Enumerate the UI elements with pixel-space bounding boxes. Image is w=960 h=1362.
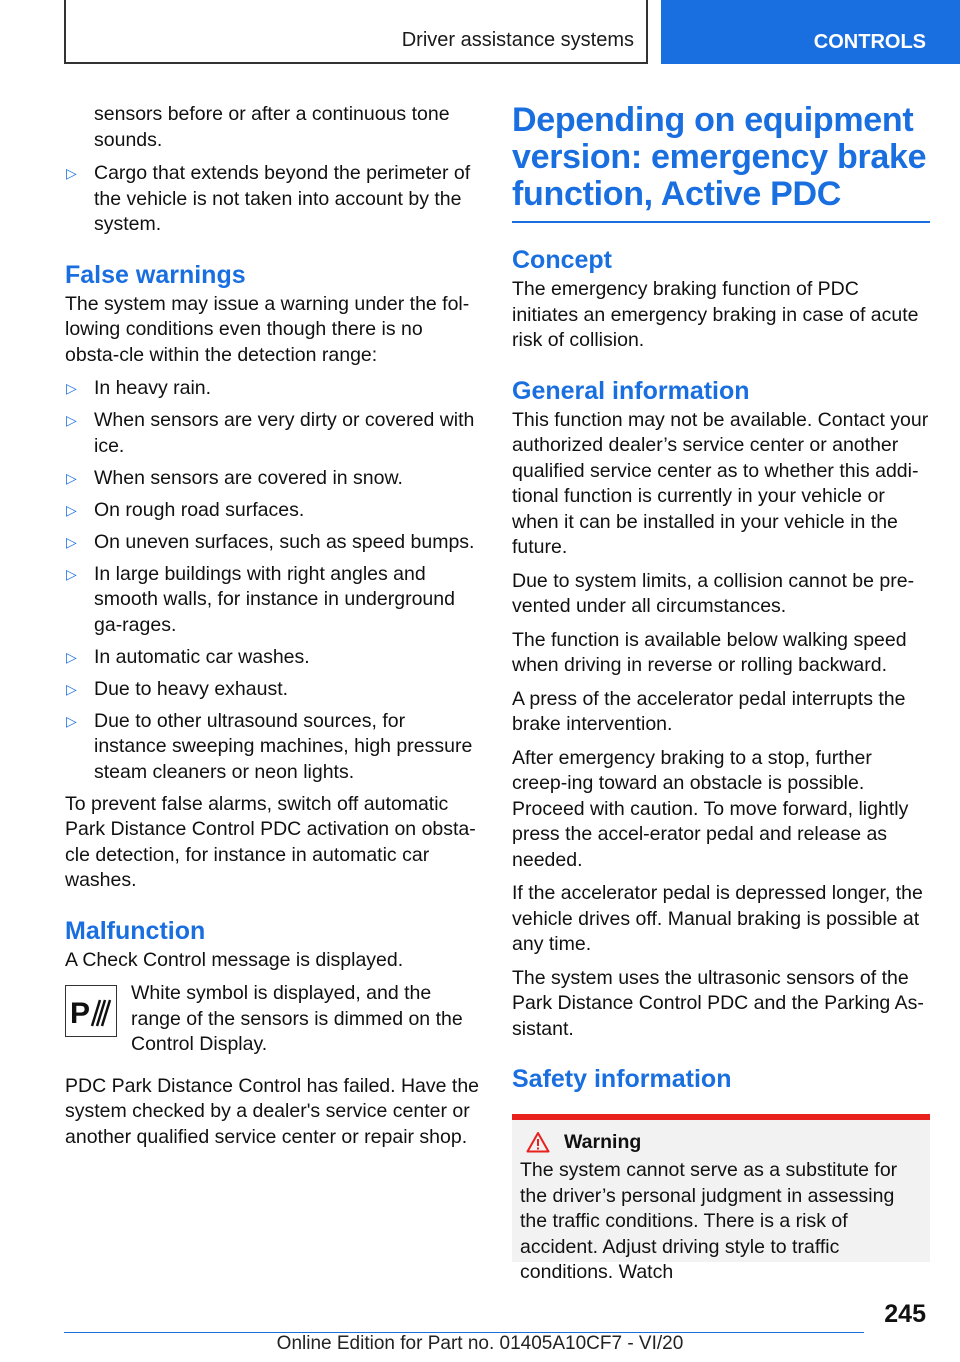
concept-text: The emergency braking function of PDC initiates an emergency braking in case of acute risk of collision. — [512, 278, 919, 351]
general-paragraph: A press of the accelerator pedal interrupts the brake intervention. — [512, 687, 906, 735]
svg-text:P: P — [70, 997, 91, 1030]
page-number: 245 — [884, 1300, 926, 1328]
bullet-triangle-icon: ▷ — [66, 380, 77, 396]
general-paragraph: This function may not be available. Contact your authorized dealer’s service center or another qualified service center as to whether this addi‐tional function is currently in your vehicle or when it can be installed in your vehicle in the future. — [512, 408, 929, 558]
bullet-triangle-icon: ▷ — [66, 469, 77, 486]
header-chapter-title: CONTROLS — [813, 31, 926, 53]
safety-information-heading: Safety information — [512, 1065, 732, 1093]
header-section-title: Driver assistance systems — [401, 29, 634, 51]
general-paragraph: The function is available below walking speed when driving in reverse or rolling backward. — [512, 628, 907, 676]
list-item: ▷ When sensors are very dirty or covered with ice. — [66, 409, 475, 457]
concept-heading: Concept — [512, 246, 612, 274]
bullet-triangle-icon: ▷ — [66, 501, 77, 518]
symbol-description: White symbol is displayed, and the range of the sensors is dimmed on the Control Display. — [131, 982, 463, 1055]
bullet-triangle-icon: ▷ — [66, 712, 77, 729]
section-title: Depending on equipment version: emergency brake function, Active PDC — [512, 102, 930, 223]
bullet-triangle-icon: ▷ — [66, 412, 77, 428]
list-item: ▷ Due to other ultrasound sources, for instance sweeping machines, high pressure steam cleaners or neon lights. — [66, 709, 473, 783]
general-paragraph: The system uses the ultrasonic sensors of the Park Distance Control PDC and the Parking As‐sistant. — [512, 966, 924, 1040]
list-item: ▷ In large buildings with right angles and smooth walls, for instance in underground ga‐rages. — [66, 562, 455, 636]
right-column — [512, 101, 930, 1283]
list-item: ▷ Due to heavy exhaust. — [65, 677, 480, 703]
malfunction-heading: Malfunction — [65, 916, 206, 945]
footer-edition-text: Online Edition for Part no. 01405A10CF7 - VI/20 — [276, 1333, 684, 1354]
warning-triangle-icon — [526, 1131, 550, 1153]
list-item: ▷ In heavy rain. — [65, 376, 480, 402]
false-warnings-intro: The system may issue a warning under the fol‐lowing conditions even though there is no obsta‐cle within the detection range: — [65, 292, 470, 366]
footer-edition-line — [0, 1333, 960, 1355]
general-information-heading: General information — [512, 376, 750, 405]
warning-text: The system cannot serve as a substitute for the driver’s personal judgment in assessing the traffic conditions. There is a risk of accident. Adjust driving style to traffic conditions. Watch — [520, 1159, 898, 1283]
list-item: ▷ When sensors are covered in snow. — [65, 466, 480, 492]
list-item: ▷ In automatic car washes. — [65, 645, 480, 671]
general-paragraph: If the accelerator pedal is depressed longer, the vehicle drives off. Manual braking is possible at any time. — [512, 882, 923, 955]
bullet-triangle-icon: ▷ — [66, 565, 77, 582]
general-paragraph: Due to system limits, a collision cannot be pre‐vented under all circumstances. — [512, 569, 915, 617]
warning-title-row — [520, 1130, 924, 1154]
warning-label: Warning — [564, 1131, 642, 1153]
general-paragraph: After emergency braking to a stop, further creep‐ing toward an obstacle is possible. Proceed with caution. To move forward, lightly press the accel‐erator pedal and release as needed. — [512, 746, 909, 871]
malfunction-detail: PDC Park Distance Control has failed. Have the system checked by a dealer's service center or another qualified service center or repair shop. — [65, 1074, 480, 1148]
pdc-symbol-icon — [65, 985, 117, 1037]
symbol-row — [65, 981, 480, 1058]
bullet-triangle-icon: ▷ — [66, 165, 77, 181]
false-warnings-outro: To prevent false alarms, switch off automatic Park Distance Control PDC activation on obsta‐cle detection, for instance in automatic car washes. — [65, 792, 476, 891]
bullet-triangle-icon: ▷ — [66, 680, 77, 697]
false-warnings-list — [65, 376, 480, 785]
continued-bullet-text: sensors before or after a continuous tone sounds. — [94, 103, 450, 151]
bullet-triangle-icon: ▷ — [66, 648, 77, 665]
bullet-triangle-icon: ▷ — [66, 533, 77, 550]
warning-box — [512, 1114, 930, 1283]
list-item: ▷ On uneven surfaces, such as speed bumps. — [65, 530, 480, 556]
false-warnings-heading: False warnings — [65, 260, 246, 289]
left-column — [65, 102, 480, 1158]
header-chapter-tab — [661, 0, 960, 64]
header-section-tab — [64, 0, 648, 64]
top-bullet-list — [65, 161, 480, 238]
list-item: ▷ Cargo that extends beyond the perimeter of the vehicle is not taken into account by the system. — [66, 162, 471, 235]
list-item: ▷ On rough road surfaces. — [65, 498, 480, 524]
malfunction-text: A Check Control message is displayed. — [65, 948, 404, 971]
